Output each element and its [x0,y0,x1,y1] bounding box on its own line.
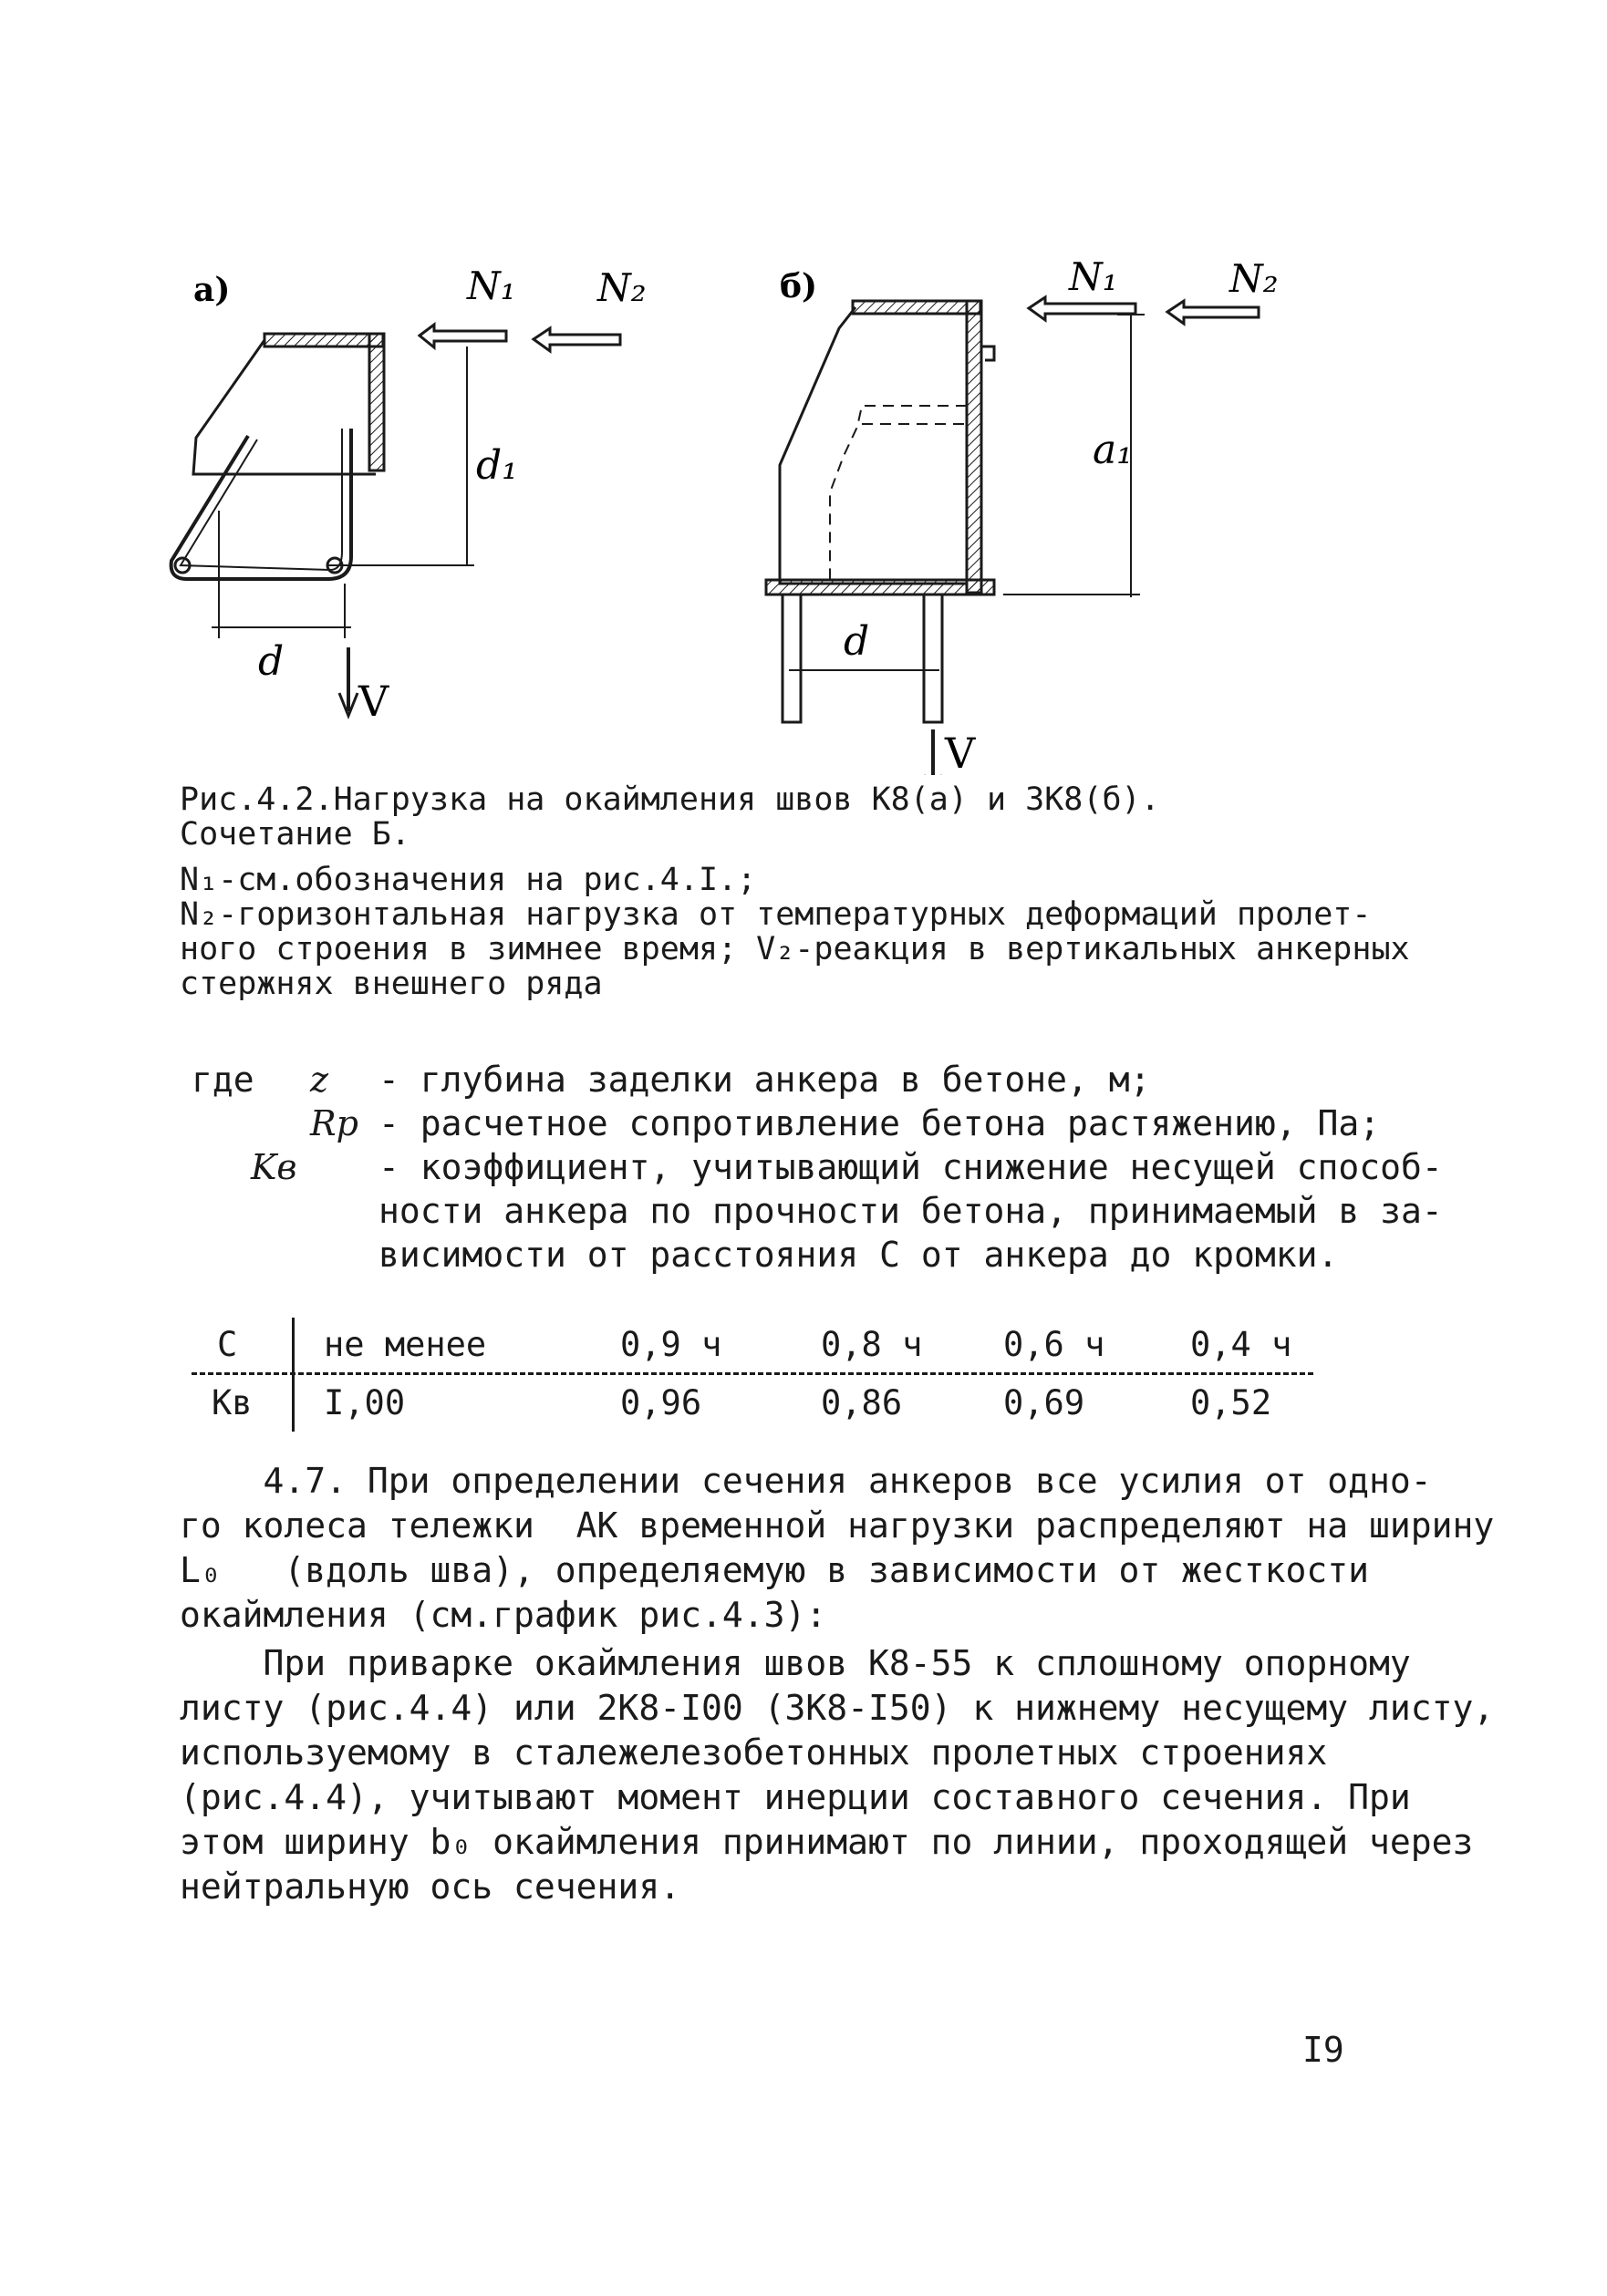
table-cell: 0,52 [1190,1383,1272,1422]
paragraph-line: го колеса тележки АК временной нагрузки распределяют на ширину [180,1505,1495,1546]
where-definitions [192,1058,1443,1277]
where-intro: где [192,1060,254,1100]
paragraph-line: При приварке окаймления швов К8-55 к сплошному опорному [180,1643,1411,1683]
definition-row [192,1101,1381,1145]
definition-symbol: Rp [310,1103,358,1143]
panel-b-n1: N₁ [1069,254,1118,299]
table-cell: 0,96 [620,1383,702,1422]
panel-b [766,254,1279,775]
panel-a-d1: d₁ [476,442,518,489]
page-number: I9 [1302,2030,1344,2070]
table-header-cell: 0,4 ч [1190,1325,1292,1364]
table-header-cell: 0,6 ч [1003,1325,1105,1364]
definition-continuation: висимости от расстояния С от анкера до кромки. [378,1235,1339,1275]
table-header-cell: 0,8 ч [821,1325,923,1364]
table-cell: 0,69 [1003,1383,1085,1422]
caption-line: N₂-горизонтальная нагрузка от температурных деформаций пролет- [180,896,1372,933]
caption-line: N₁-см.обозначения на рис.4.I.; [180,862,757,898]
paragraph-line: используемому в сталежелезобетонных пролетных строениях [180,1732,1328,1773]
definition-symbol: z [310,1060,329,1100]
definition-row [192,1145,1443,1189]
definition-continuation: ности анкера по прочности бетона, принимаемый в за- [378,1191,1443,1231]
caption-line: Сочетание Б. [180,816,410,853]
caption-line: Рис.4.2.Нагрузка на окаймления швов К8(а) и 3К8(б). [180,781,1160,818]
table-cell: Кв [212,1383,253,1422]
figure-caption [180,781,1410,1002]
caption-line: ного строения в зимнее время; V₂-реакция в вертикальных анкерных [180,931,1410,967]
panel-a [171,264,647,726]
paragraph-line: нейтральную ось сечения. [180,1867,681,1907]
paragraph-line: (рис.4.4), учитывают момент инерции составного сечения. При [180,1777,1411,1817]
panel-b-n2: N₂ [1229,256,1279,301]
panel-b-d: d [844,618,870,665]
panel-a-v: V [358,677,389,726]
definition-text: - коэффициент, учитывающий снижение несущей способ- [378,1147,1443,1187]
table-cell: 0,86 [821,1383,903,1422]
kv-table [192,1318,1313,1432]
paragraph-line: листу (рис.4.4) или 2К8-I00 (3К8-I50) к нижнему несущему листу, [180,1688,1495,1728]
panel-a-n2: N₂ [597,265,647,310]
table-header-cell: 0,9 ч [620,1325,722,1364]
table-header-cell: С [217,1325,238,1364]
paragraph-welding [180,1641,1495,1909]
panel-b-label: б) [780,267,818,305]
table-cell: I,00 [324,1383,406,1422]
panel-b-a1: a₁ [1093,427,1133,473]
paragraph-line: этом ширину b₀ окаймления принимают по линии, проходящей через [180,1822,1474,1862]
panel-b-v: V [945,729,976,775]
definition-text: - расчетное сопротивление бетона растяжению, Па; [378,1103,1381,1143]
panel-a-d: d [258,638,285,685]
panel-a-n1: N₁ [467,264,516,308]
paragraph-4-7 [180,1459,1495,1638]
paragraph-line: 4.7. При определении сечения анкеров все усилия от одно- [180,1461,1432,1501]
paragraph-line: окаймления (см.график рис.4.3): [180,1595,827,1635]
definition-symbol: Kв [251,1147,297,1187]
figure-4-2 [0,0,1607,775]
table-rule [192,1372,1313,1375]
panel-a-label: а) [193,271,231,309]
paragraph-line: L₀ (вдоль шва), определяемую в зависимости от жесткости [180,1550,1370,1590]
caption-line: стержнях внешнего ряда [180,966,603,1002]
definition-row [192,1058,1377,1101]
table-header-cell: не менее [324,1325,487,1364]
definition-text: - глубина заделки анкера в бетоне, м; [378,1060,1151,1100]
